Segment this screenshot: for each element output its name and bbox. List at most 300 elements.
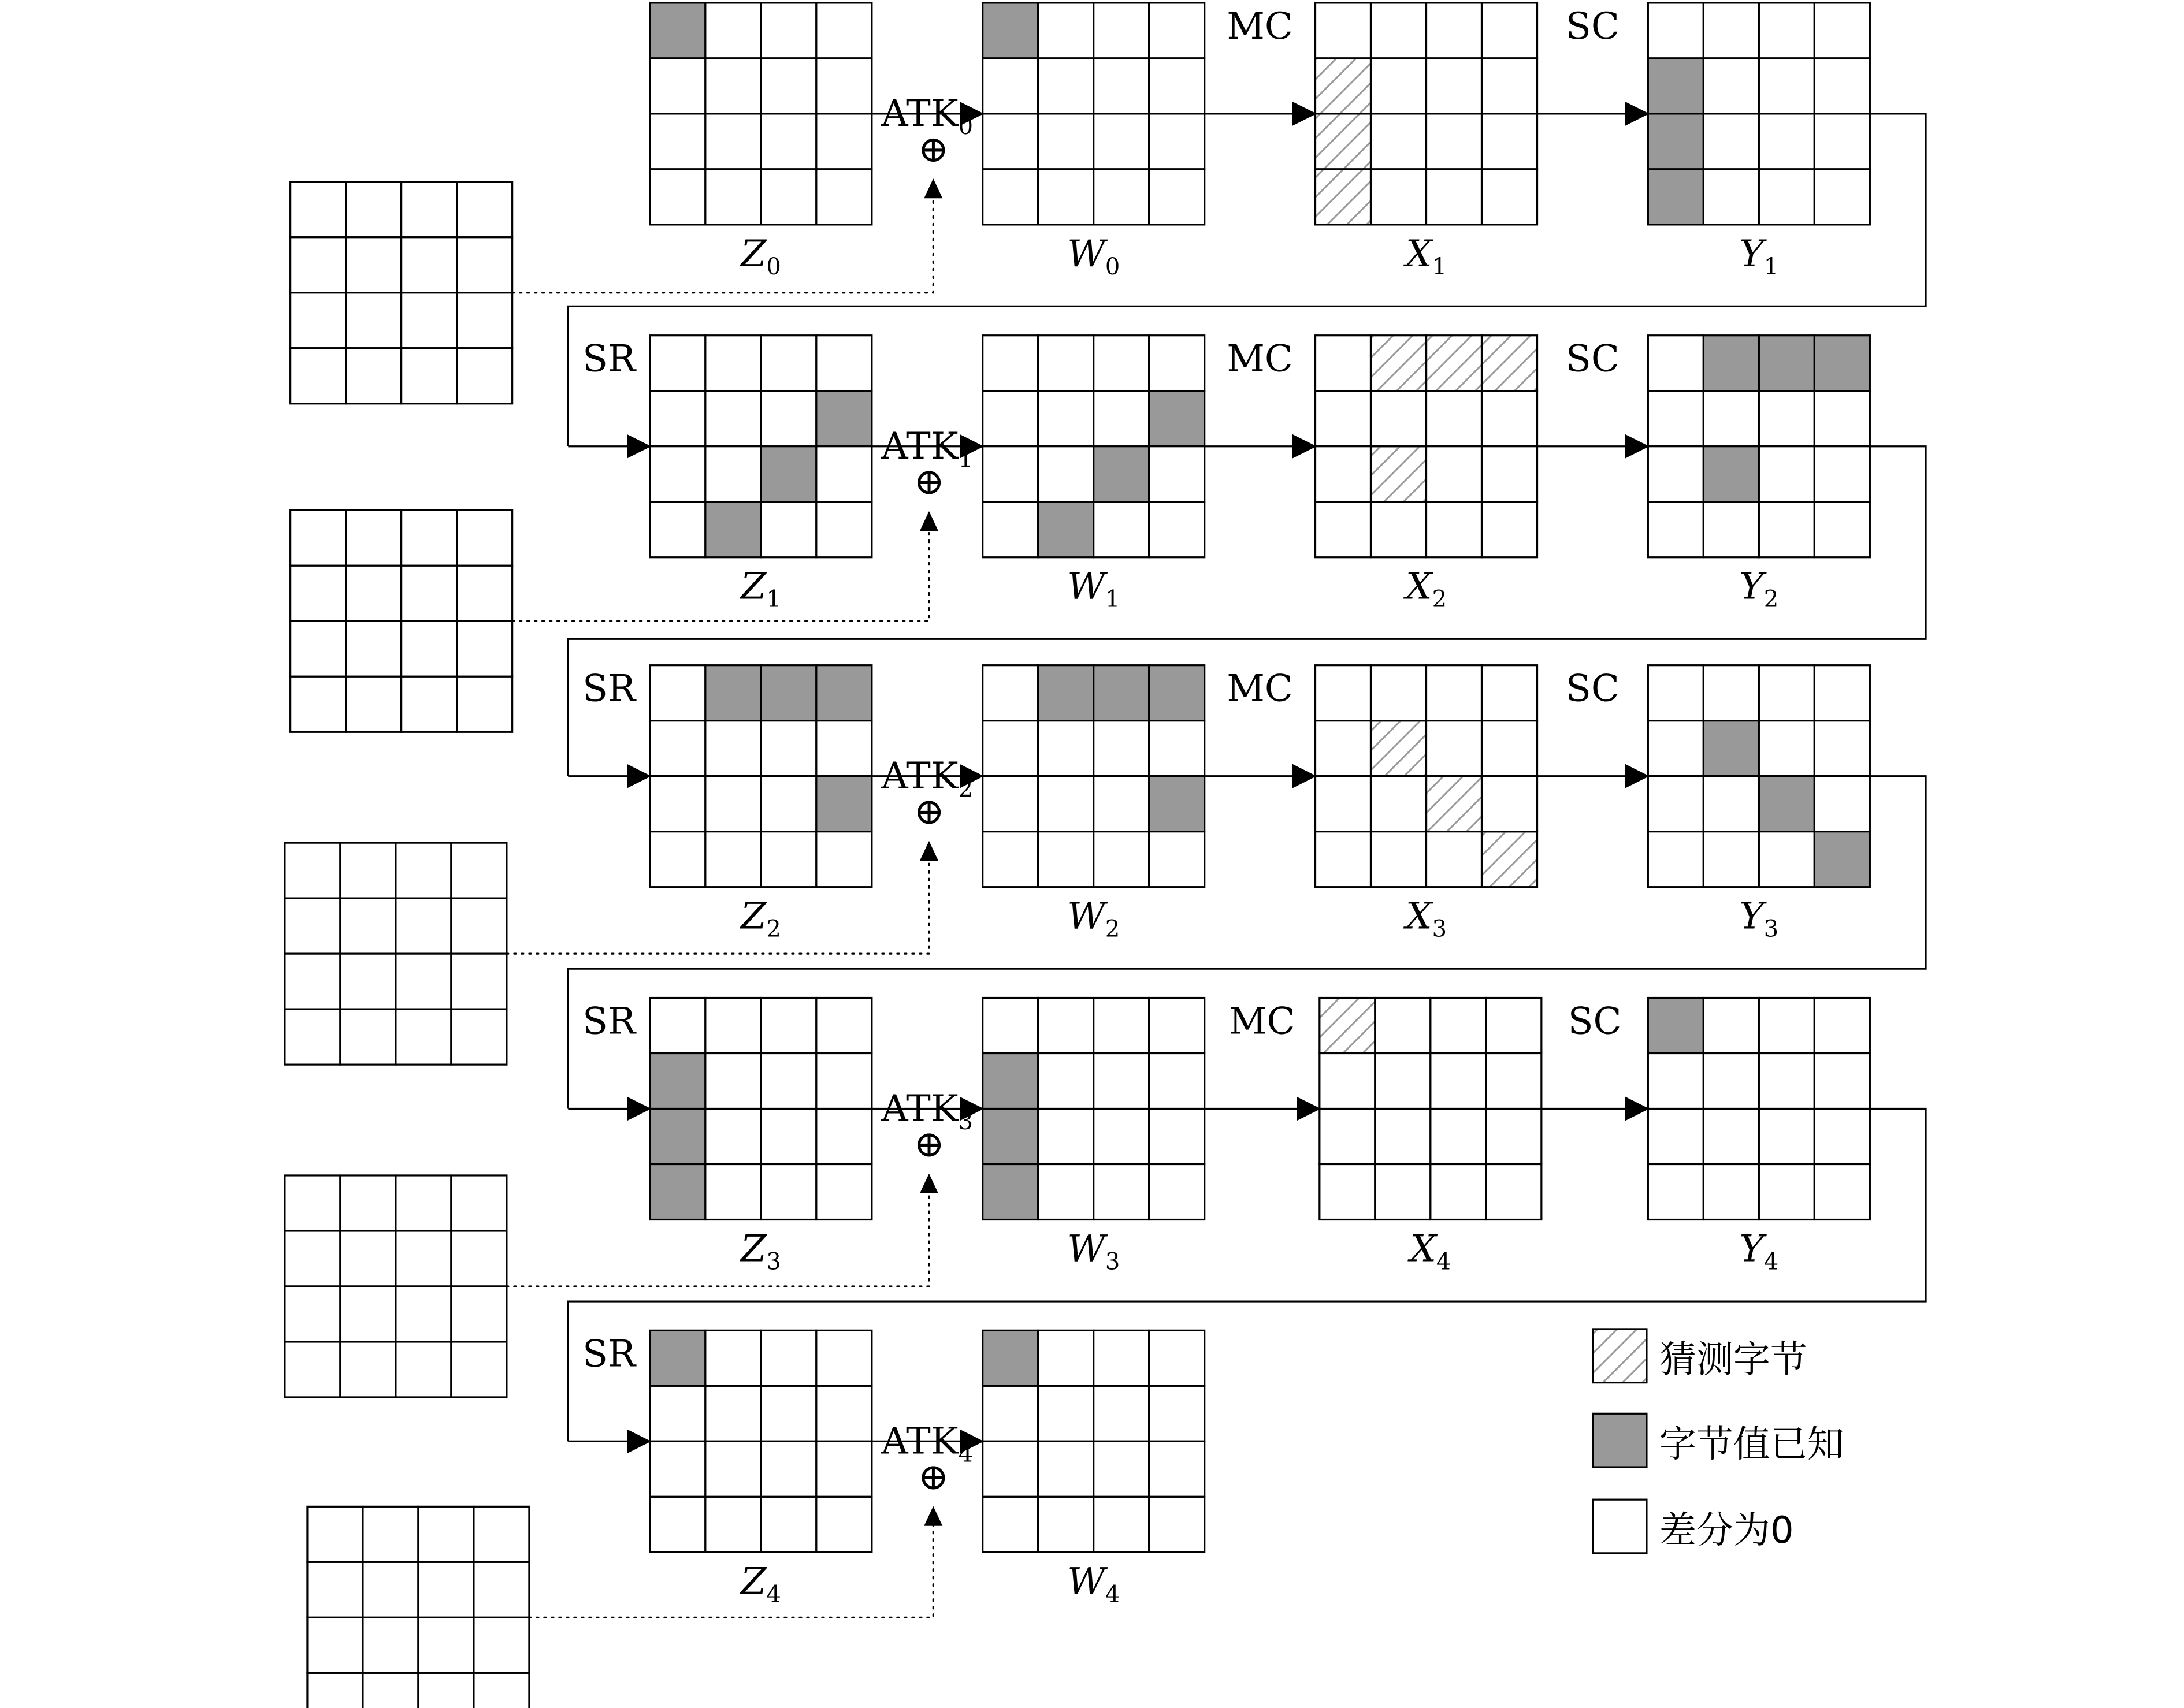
cell-grid-z1-r2c2 bbox=[761, 446, 816, 502]
cell-grid-z4-r3c0 bbox=[650, 1497, 705, 1552]
cell-grid-w1-r1c1 bbox=[1038, 391, 1094, 446]
cell-grid-roundkey4-r3c2 bbox=[418, 1673, 474, 1708]
cell-grid-x2-r3c1 bbox=[1371, 832, 1427, 887]
op-atk3: $ATK_3$ bbox=[881, 1087, 974, 1135]
cell-grid-z0-r1c3 bbox=[816, 58, 872, 114]
cell-grid-z4-r2c0 bbox=[650, 1441, 705, 1497]
legend-swatch-zero bbox=[1593, 1499, 1647, 1553]
cell-grid-z2-r0c3 bbox=[816, 665, 872, 721]
cell-grid-z0-r2c1 bbox=[705, 114, 761, 169]
cell-grid-roundkey0-r2c1 bbox=[346, 293, 402, 348]
cell-grid-y0-r0c1 bbox=[1703, 3, 1759, 58]
cell-grid-z3-r3c0 bbox=[650, 1164, 705, 1220]
cell-grid-y1-r2c2 bbox=[1759, 446, 1814, 502]
cell-grid-w3-r1c2 bbox=[1094, 1054, 1149, 1109]
cell-grid-z4-r1c1 bbox=[705, 1386, 761, 1441]
cell-grid-roundkey3-r0c2 bbox=[396, 1175, 451, 1231]
xor-symbol-0: ⊕ bbox=[918, 128, 949, 171]
cell-grid-roundkey2-r0c2 bbox=[396, 843, 451, 898]
grid-z0 bbox=[650, 3, 872, 225]
label-y2: $Y_3$ bbox=[1739, 895, 1779, 943]
grid-z2 bbox=[650, 665, 872, 887]
cell-grid-z2-r3c0 bbox=[650, 832, 705, 887]
cell-grid-x1-r1c3 bbox=[1482, 391, 1537, 446]
cell-grid-roundkey4-r2c2 bbox=[418, 1617, 474, 1673]
cell-grid-x1-r2c1 bbox=[1371, 446, 1427, 502]
cell-grid-x2-r0c3 bbox=[1482, 665, 1537, 721]
xor-symbol-4: ⊕ bbox=[918, 1456, 949, 1499]
cell-grid-z2-r0c2 bbox=[761, 665, 816, 721]
grid-z4 bbox=[650, 1330, 872, 1552]
cell-grid-w4-r1c3 bbox=[1149, 1386, 1205, 1441]
cell-grid-y3-r1c2 bbox=[1759, 1054, 1814, 1109]
cell-grid-y3-r3c3 bbox=[1814, 1164, 1870, 1220]
op-sr1: SR bbox=[582, 337, 636, 381]
op-mc1: MC bbox=[1227, 337, 1293, 381]
cell-grid-z2-r3c1 bbox=[705, 832, 761, 887]
key-arrowhead-0 bbox=[924, 178, 942, 198]
cell-grid-x2-r2c1 bbox=[1371, 776, 1427, 832]
cell-grid-y2-r1c2 bbox=[1759, 721, 1814, 776]
cell-grid-z0-r1c1 bbox=[705, 58, 761, 114]
cell-grid-w3-r2c2 bbox=[1094, 1109, 1149, 1164]
cell-grid-w1-r1c2 bbox=[1094, 391, 1149, 446]
xor-symbol-2: ⊕ bbox=[913, 790, 945, 833]
cell-grid-w3-r2c0 bbox=[983, 1109, 1038, 1164]
cell-grid-z1-r0c0 bbox=[650, 336, 705, 391]
cell-grid-x2-r2c0 bbox=[1316, 776, 1371, 832]
cell-grid-roundkey0-r2c3 bbox=[457, 293, 512, 348]
cell-grid-x3-r0c3 bbox=[1486, 998, 1542, 1054]
cell-grid-x2-r2c3 bbox=[1482, 776, 1537, 832]
cell-grid-x1-r2c2 bbox=[1427, 446, 1482, 502]
cell-grid-x1-r1c0 bbox=[1316, 391, 1371, 446]
cell-grid-w2-r1c1 bbox=[1038, 721, 1094, 776]
cell-grid-roundkey0-r2c0 bbox=[291, 293, 346, 348]
cell-grid-y1-r0c3 bbox=[1814, 336, 1870, 391]
cell-grid-y3-r2c1 bbox=[1703, 1109, 1759, 1164]
cell-grid-w2-r3c3 bbox=[1149, 832, 1205, 887]
cell-grid-z1-r3c0 bbox=[650, 502, 705, 557]
cell-grid-w3-r0c2 bbox=[1094, 998, 1149, 1054]
cell-grid-roundkey0-r1c0 bbox=[291, 237, 346, 293]
cell-grid-w4-r3c3 bbox=[1149, 1497, 1205, 1552]
cell-grid-roundkey4-r0c3 bbox=[474, 1506, 529, 1562]
cell-grid-w4-r1c1 bbox=[1038, 1386, 1094, 1441]
cell-grid-roundkey2-r1c1 bbox=[340, 898, 396, 954]
cell-grid-roundkey0-r0c3 bbox=[457, 182, 512, 237]
cell-grid-y3-r2c2 bbox=[1759, 1109, 1814, 1164]
cell-grid-w2-r2c1 bbox=[1038, 776, 1094, 832]
cell-grid-roundkey2-r3c1 bbox=[340, 1009, 396, 1065]
cell-grid-w3-r1c0 bbox=[983, 1054, 1038, 1109]
cell-grid-w4-r3c0 bbox=[983, 1497, 1038, 1552]
xor-symbol-3: ⊕ bbox=[913, 1123, 945, 1166]
cell-grid-x1-r3c3 bbox=[1482, 502, 1537, 557]
cell-grid-roundkey2-r1c2 bbox=[396, 898, 451, 954]
cell-grid-w0-r3c3 bbox=[1149, 169, 1205, 225]
cell-grid-z1-r1c0 bbox=[650, 391, 705, 446]
cell-grid-w3-r2c1 bbox=[1038, 1109, 1094, 1164]
cell-grid-roundkey1-r0c1 bbox=[346, 510, 402, 565]
cell-grid-x3-r2c2 bbox=[1431, 1109, 1486, 1164]
cell-grid-x0-r1c3 bbox=[1482, 58, 1537, 114]
cell-grid-y2-r1c0 bbox=[1648, 721, 1703, 776]
cell-grid-x2-r2c2 bbox=[1427, 776, 1482, 832]
cell-grid-y1-r1c3 bbox=[1814, 391, 1870, 446]
grid-w4 bbox=[983, 1330, 1205, 1552]
cell-grid-w2-r0c0 bbox=[983, 665, 1038, 721]
cell-grid-z0-r2c0 bbox=[650, 114, 705, 169]
cell-grid-roundkey0-r0c2 bbox=[402, 182, 457, 237]
cell-grid-roundkey1-r2c0 bbox=[291, 621, 346, 676]
cell-grid-roundkey4-r1c0 bbox=[307, 1562, 363, 1617]
cell-grid-w3-r3c1 bbox=[1038, 1164, 1094, 1220]
cell-grid-y2-r3c1 bbox=[1703, 832, 1759, 887]
cell-grid-z4-r3c3 bbox=[816, 1497, 872, 1552]
cell-grid-roundkey2-r3c3 bbox=[451, 1009, 507, 1065]
cell-grid-w3-r2c3 bbox=[1149, 1109, 1205, 1164]
cell-grid-z0-r2c2 bbox=[761, 114, 816, 169]
cell-grid-roundkey2-r2c1 bbox=[340, 954, 396, 1009]
cell-grid-z3-r2c3 bbox=[816, 1109, 872, 1164]
cell-grid-x3-r3c2 bbox=[1431, 1164, 1486, 1220]
legend bbox=[1593, 1329, 1844, 1553]
legend-swatch-known bbox=[1593, 1413, 1647, 1467]
cell-grid-x3-r0c2 bbox=[1431, 998, 1486, 1054]
cell-grid-roundkey3-r1c1 bbox=[340, 1231, 396, 1286]
cell-grid-roundkey0-r0c0 bbox=[291, 182, 346, 237]
cell-grid-z0-r0c1 bbox=[705, 3, 761, 58]
op-atk4: $ATK_4$ bbox=[881, 1420, 974, 1468]
cell-grid-w1-r3c1 bbox=[1038, 502, 1094, 557]
cell-grid-roundkey1-r3c3 bbox=[457, 676, 512, 732]
cell-grid-x0-r3c1 bbox=[1371, 169, 1427, 225]
key-arrowhead-1 bbox=[920, 511, 938, 531]
cell-grid-w2-r0c2 bbox=[1094, 665, 1149, 721]
cell-grid-x3-r3c0 bbox=[1320, 1164, 1375, 1220]
cell-grid-z2-r0c1 bbox=[705, 665, 761, 721]
op-mc2: MC bbox=[1227, 667, 1293, 710]
cell-grid-y1-r3c1 bbox=[1703, 502, 1759, 557]
cell-grid-roundkey0-r3c3 bbox=[457, 348, 512, 404]
cell-grid-roundkey4-r2c0 bbox=[307, 1617, 363, 1673]
cell-grid-z4-r2c2 bbox=[761, 1441, 816, 1497]
label-w4: $W_4$ bbox=[1067, 1560, 1120, 1608]
cell-grid-y0-r3c1 bbox=[1703, 169, 1759, 225]
cell-grid-x1-r0c2 bbox=[1427, 336, 1482, 391]
cell-grid-w3-r3c0 bbox=[983, 1164, 1038, 1220]
cell-grid-y0-r1c2 bbox=[1759, 58, 1814, 114]
cell-grid-w3-r3c3 bbox=[1149, 1164, 1205, 1220]
cell-grid-w1-r1c0 bbox=[983, 391, 1038, 446]
cell-grid-roundkey1-r2c2 bbox=[402, 621, 457, 676]
cell-grid-z3-r3c2 bbox=[761, 1164, 816, 1220]
grid-roundkey4 bbox=[307, 1506, 529, 1708]
cell-grid-y0-r1c1 bbox=[1703, 58, 1759, 114]
cell-grid-w0-r2c1 bbox=[1038, 114, 1094, 169]
cell-grid-w3-r1c1 bbox=[1038, 1054, 1094, 1109]
cell-grid-w0-r2c2 bbox=[1094, 114, 1149, 169]
cell-grid-y2-r3c3 bbox=[1814, 832, 1870, 887]
op-atk1: $ATK_1$ bbox=[881, 425, 974, 472]
cell-grid-x2-r1c1 bbox=[1371, 721, 1427, 776]
cell-grid-y1-r3c0 bbox=[1648, 502, 1703, 557]
cell-grid-w2-r0c3 bbox=[1149, 665, 1205, 721]
cell-grid-z1-r3c1 bbox=[705, 502, 761, 557]
cell-grid-x0-r2c2 bbox=[1427, 114, 1482, 169]
cell-grid-w0-r1c2 bbox=[1094, 58, 1149, 114]
cell-grid-roundkey0-r3c1 bbox=[346, 348, 402, 404]
cell-grid-z0-r3c3 bbox=[816, 169, 872, 225]
cell-grid-w3-r0c3 bbox=[1149, 998, 1205, 1054]
op-mc3: MC bbox=[1229, 1000, 1295, 1043]
cell-grid-roundkey2-r2c2 bbox=[396, 954, 451, 1009]
label-y3: $Y_4$ bbox=[1739, 1227, 1779, 1275]
cell-grid-roundkey3-r2c2 bbox=[396, 1286, 451, 1342]
cell-grid-w4-r2c0 bbox=[983, 1441, 1038, 1497]
cell-grid-x2-r1c2 bbox=[1427, 721, 1482, 776]
cell-grid-w0-r1c3 bbox=[1149, 58, 1205, 114]
cell-grid-z2-r3c2 bbox=[761, 832, 816, 887]
cell-grid-x0-r2c3 bbox=[1482, 114, 1537, 169]
label-w0: $W_0$ bbox=[1067, 232, 1120, 280]
cell-grid-roundkey2-r0c3 bbox=[451, 843, 507, 898]
cell-grid-roundkey3-r3c1 bbox=[340, 1342, 396, 1397]
cell-grid-y0-r3c0 bbox=[1648, 169, 1703, 225]
cell-grid-w3-r1c3 bbox=[1149, 1054, 1205, 1109]
cell-grid-w0-r1c1 bbox=[1038, 58, 1094, 114]
cell-grid-y3-r0c2 bbox=[1759, 998, 1814, 1054]
cell-grid-x2-r3c0 bbox=[1316, 832, 1371, 887]
cell-grid-roundkey4-r0c2 bbox=[418, 1506, 474, 1562]
cell-grid-w0-r2c3 bbox=[1149, 114, 1205, 169]
label-y1: $Y_2$ bbox=[1739, 565, 1779, 613]
cell-grid-roundkey4-r2c3 bbox=[474, 1617, 529, 1673]
label-y0: $Y_1$ bbox=[1739, 232, 1779, 280]
cell-grid-z2-r3c3 bbox=[816, 832, 872, 887]
cell-grid-y0-r2c0 bbox=[1648, 114, 1703, 169]
key-arrowhead-3 bbox=[920, 1174, 938, 1193]
cell-grid-z3-r1c1 bbox=[705, 1054, 761, 1109]
cell-grid-roundkey0-r0c1 bbox=[346, 182, 402, 237]
label-z0: $Z_0$ bbox=[740, 232, 781, 280]
grid-x0 bbox=[1316, 3, 1537, 225]
cell-grid-w1-r3c2 bbox=[1094, 502, 1149, 557]
label-z3: $Z_3$ bbox=[740, 1227, 781, 1275]
cell-grid-x1-r2c3 bbox=[1482, 446, 1537, 502]
cell-grid-x3-r2c0 bbox=[1320, 1109, 1375, 1164]
cell-grid-y0-r2c1 bbox=[1703, 114, 1759, 169]
cell-grid-y2-r0c2 bbox=[1759, 665, 1814, 721]
cell-grid-x0-r0c2 bbox=[1427, 3, 1482, 58]
cell-grid-z0-r0c3 bbox=[816, 3, 872, 58]
op-sr2: SR bbox=[582, 667, 636, 710]
cell-grid-x3-r2c3 bbox=[1486, 1109, 1542, 1164]
cell-grid-y0-r3c2 bbox=[1759, 169, 1814, 225]
grid-y2 bbox=[1648, 665, 1870, 887]
cell-grid-y2-r2c3 bbox=[1814, 776, 1870, 832]
cell-grid-roundkey3-r2c1 bbox=[340, 1286, 396, 1342]
cell-grid-roundkey4-r3c0 bbox=[307, 1673, 363, 1708]
cell-grid-y3-r3c0 bbox=[1648, 1164, 1703, 1220]
cell-grid-z0-r2c3 bbox=[816, 114, 872, 169]
cell-grid-y0-r0c2 bbox=[1759, 3, 1814, 58]
label-x3: $X_4$ bbox=[1410, 1227, 1451, 1275]
cell-grid-roundkey3-r1c3 bbox=[451, 1231, 507, 1286]
op-sc2: SC bbox=[1566, 667, 1620, 710]
cell-grid-y3-r3c1 bbox=[1703, 1164, 1759, 1220]
cell-grid-y1-r1c2 bbox=[1759, 391, 1814, 446]
cell-grid-y1-r1c0 bbox=[1648, 391, 1703, 446]
cell-grid-roundkey4-r2c1 bbox=[363, 1617, 418, 1673]
cell-grid-y0-r2c2 bbox=[1759, 114, 1814, 169]
cell-grid-w0-r1c0 bbox=[983, 58, 1038, 114]
label-z1: $Z_1$ bbox=[740, 565, 781, 613]
cell-grid-z1-r1c3 bbox=[816, 391, 872, 446]
cell-grid-w4-r1c2 bbox=[1094, 1386, 1149, 1441]
op-sc0: SC bbox=[1566, 5, 1620, 48]
cell-grid-w0-r2c0 bbox=[983, 114, 1038, 169]
cell-grid-z1-r1c2 bbox=[761, 391, 816, 446]
cell-grid-y2-r2c2 bbox=[1759, 776, 1814, 832]
cell-grid-x0-r3c3 bbox=[1482, 169, 1537, 225]
cell-grid-y3-r0c1 bbox=[1703, 998, 1759, 1054]
cell-grid-x2-r0c2 bbox=[1427, 665, 1482, 721]
grid-w0 bbox=[983, 3, 1205, 225]
cell-grid-y1-r0c2 bbox=[1759, 336, 1814, 391]
cell-grid-z4-r0c3 bbox=[816, 1330, 872, 1386]
cell-grid-roundkey4-r1c3 bbox=[474, 1562, 529, 1617]
cell-grid-roundkey2-r3c0 bbox=[285, 1009, 340, 1065]
cell-grid-y2-r0c3 bbox=[1814, 665, 1870, 721]
cell-grid-x1-r3c0 bbox=[1316, 502, 1371, 557]
cell-grid-x3-r1c1 bbox=[1375, 1054, 1431, 1109]
cell-grid-x2-r1c0 bbox=[1316, 721, 1371, 776]
cell-grid-z4-r3c1 bbox=[705, 1497, 761, 1552]
cell-grid-z1-r3c2 bbox=[761, 502, 816, 557]
cell-grid-z0-r0c2 bbox=[761, 3, 816, 58]
cell-grid-z2-r2c3 bbox=[816, 776, 872, 832]
cell-grid-x2-r0c0 bbox=[1316, 665, 1371, 721]
cell-grid-roundkey3-r0c3 bbox=[451, 1175, 507, 1231]
cell-grid-z2-r1c0 bbox=[650, 721, 705, 776]
cell-grid-y2-r3c0 bbox=[1648, 832, 1703, 887]
cell-grid-roundkey3-r3c2 bbox=[396, 1342, 451, 1397]
cell-grid-x1-r3c1 bbox=[1371, 502, 1427, 557]
cell-grid-y1-r2c3 bbox=[1814, 446, 1870, 502]
cell-grid-z0-r3c1 bbox=[705, 169, 761, 225]
cell-grid-roundkey3-r0c1 bbox=[340, 1175, 396, 1231]
cell-grid-y2-r3c2 bbox=[1759, 832, 1814, 887]
cell-grid-w2-r2c2 bbox=[1094, 776, 1149, 832]
cell-grid-roundkey3-r2c0 bbox=[285, 1286, 340, 1342]
grid-y3 bbox=[1648, 998, 1870, 1220]
cell-grid-w2-r1c2 bbox=[1094, 721, 1149, 776]
cell-grid-roundkey3-r2c3 bbox=[451, 1286, 507, 1342]
cell-grid-w2-r3c1 bbox=[1038, 832, 1094, 887]
key-arrowhead-4 bbox=[924, 1506, 942, 1526]
cell-grid-y1-r0c0 bbox=[1648, 336, 1703, 391]
cell-grid-w2-r3c2 bbox=[1094, 832, 1149, 887]
cell-grid-z1-r0c1 bbox=[705, 336, 761, 391]
cell-grid-w3-r3c2 bbox=[1094, 1164, 1149, 1220]
cell-grid-z3-r0c3 bbox=[816, 998, 872, 1054]
cell-grid-z2-r2c1 bbox=[705, 776, 761, 832]
cell-grid-x3-r3c1 bbox=[1375, 1164, 1431, 1220]
cell-grid-x1-r0c3 bbox=[1482, 336, 1537, 391]
cell-grid-roundkey3-r3c0 bbox=[285, 1342, 340, 1397]
cell-grid-roundkey1-r1c1 bbox=[346, 565, 402, 621]
op-mc0: MC bbox=[1227, 5, 1293, 48]
cell-grid-y0-r3c3 bbox=[1814, 169, 1870, 225]
cell-grid-roundkey4-r1c1 bbox=[363, 1562, 418, 1617]
cell-grid-roundkey0-r1c3 bbox=[457, 237, 512, 293]
cell-grid-x0-r0c0 bbox=[1316, 3, 1371, 58]
cell-grid-z3-r1c3 bbox=[816, 1054, 872, 1109]
cell-grid-y3-r1c0 bbox=[1648, 1054, 1703, 1109]
cell-grid-w2-r2c0 bbox=[983, 776, 1038, 832]
cell-grid-z1-r3c3 bbox=[816, 502, 872, 557]
cell-grid-w4-r0c2 bbox=[1094, 1330, 1149, 1386]
cell-grid-z1-r0c2 bbox=[761, 336, 816, 391]
cell-grid-z4-r2c1 bbox=[705, 1441, 761, 1497]
cell-grid-x3-r1c0 bbox=[1320, 1054, 1375, 1109]
cell-grid-w4-r2c1 bbox=[1038, 1441, 1094, 1497]
cell-grid-z2-r1c2 bbox=[761, 721, 816, 776]
cell-grid-roundkey2-r0c0 bbox=[285, 843, 340, 898]
cell-grid-z0-r1c0 bbox=[650, 58, 705, 114]
cell-grid-roundkey4-r3c1 bbox=[363, 1673, 418, 1708]
cell-grid-z0-r1c2 bbox=[761, 58, 816, 114]
cell-grid-w4-r0c0 bbox=[983, 1330, 1038, 1386]
grid-z3 bbox=[650, 998, 872, 1220]
cell-grid-z2-r0c0 bbox=[650, 665, 705, 721]
cell-grid-y0-r1c3 bbox=[1814, 58, 1870, 114]
cell-grid-z1-r0c3 bbox=[816, 336, 872, 391]
cell-grid-x0-r3c2 bbox=[1427, 169, 1482, 225]
label-x1: $X_2$ bbox=[1406, 565, 1447, 613]
grid-w1 bbox=[983, 336, 1205, 557]
cell-grid-z3-r0c2 bbox=[761, 998, 816, 1054]
cell-grid-roundkey2-r1c0 bbox=[285, 898, 340, 954]
cell-grid-y0-r1c0 bbox=[1648, 58, 1703, 114]
cell-grid-w4-r0c1 bbox=[1038, 1330, 1094, 1386]
grid-x1 bbox=[1316, 336, 1537, 557]
cell-grid-roundkey1-r1c3 bbox=[457, 565, 512, 621]
cell-grid-roundkey2-r2c3 bbox=[451, 954, 507, 1009]
cell-grid-x1-r1c1 bbox=[1371, 391, 1427, 446]
cell-grid-z3-r3c3 bbox=[816, 1164, 872, 1220]
label-z4: $Z_4$ bbox=[740, 1560, 781, 1608]
cell-grid-y2-r2c1 bbox=[1703, 776, 1759, 832]
op-atk2: $ATK_2$ bbox=[881, 754, 974, 802]
cell-grid-w0-r3c1 bbox=[1038, 169, 1094, 225]
cell-grid-z3-r1c0 bbox=[650, 1054, 705, 1109]
cell-grid-w2-r1c0 bbox=[983, 721, 1038, 776]
cell-grid-roundkey4-r3c3 bbox=[474, 1673, 529, 1708]
cell-grid-w4-r2c3 bbox=[1149, 1441, 1205, 1497]
cell-grid-w3-r0c1 bbox=[1038, 998, 1094, 1054]
cell-grid-roundkey1-r3c0 bbox=[291, 676, 346, 732]
cell-grid-w2-r3c0 bbox=[983, 832, 1038, 887]
cell-grid-w4-r0c3 bbox=[1149, 1330, 1205, 1386]
cell-grid-w1-r3c3 bbox=[1149, 502, 1205, 557]
cell-grid-x3-r0c0 bbox=[1320, 998, 1375, 1054]
cell-grid-w0-r0c3 bbox=[1149, 3, 1205, 58]
cell-grid-x2-r3c3 bbox=[1482, 832, 1537, 887]
cell-grid-w4-r2c2 bbox=[1094, 1441, 1149, 1497]
